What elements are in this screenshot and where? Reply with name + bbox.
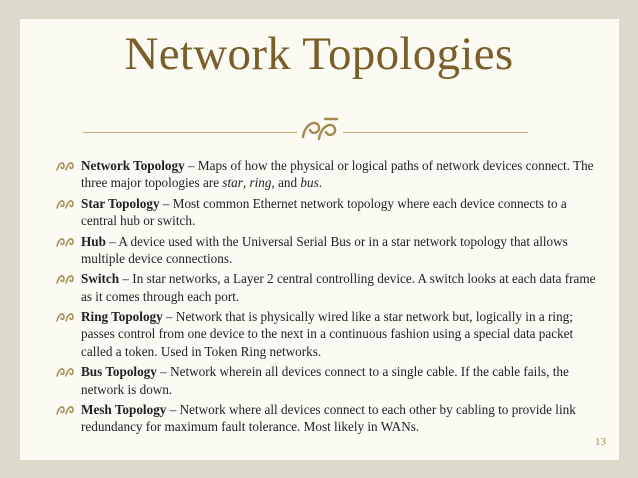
double-curl-bullet-icon	[56, 404, 76, 416]
double-curl-bullet-icon	[56, 160, 76, 172]
bullet-star-topology	[56, 195, 596, 230]
double-curl-bullet-icon	[56, 198, 76, 210]
bullet-text: – Network that is physically wired like a star network but, logically in a ring; passes control from one device to the next in a continuous fashion using a special data packet called a token. Used in Token Ring networks.	[81, 309, 574, 359]
bullet-term: Ring Topology	[81, 309, 163, 325]
bullet-text: – A device used with the Universal Serial Bus or in a star network topology that allows multiple device connections.	[81, 233, 568, 266]
separator: , and	[271, 175, 301, 191]
curl-ornament-icon	[297, 115, 343, 143]
double-curl-bullet-icon	[56, 236, 76, 248]
bullet-text: – Network wherein all devices connect to a single cable. If the cable fails, the network is down.	[81, 364, 569, 397]
double-curl-bullet-icon	[56, 366, 76, 378]
bullet-term: Hub	[81, 233, 106, 249]
bullet-term: Star Topology	[81, 195, 160, 211]
bullet-switch	[56, 270, 596, 305]
bullet-ring-topology	[56, 308, 596, 360]
topology-bus: bus	[300, 175, 319, 191]
title-rule-left	[83, 132, 297, 133]
bullet-network-topology	[56, 157, 596, 192]
bullet-term: Mesh Topology	[81, 401, 167, 417]
bullet-mesh-topology	[56, 401, 596, 436]
bullet-bus-topology	[56, 363, 596, 398]
page-number: 13	[595, 436, 606, 448]
title-rule-right	[343, 132, 528, 133]
sentence-end: .	[318, 175, 323, 191]
bullet-text: – In star networks, a Layer 2 central controlling device. A switch looks at each data frame as it comes through each port.	[81, 271, 596, 304]
topology-star: star	[222, 175, 243, 191]
bullet-term: Switch	[81, 271, 120, 287]
bullet-hub	[56, 233, 596, 268]
double-curl-bullet-icon	[56, 311, 76, 323]
bullet-term: Bus Topology	[81, 364, 157, 380]
double-curl-bullet-icon	[56, 273, 76, 285]
separator: ,	[242, 175, 250, 191]
topology-ring: ring	[249, 175, 272, 191]
bullet-list	[56, 157, 596, 439]
bullet-text: – Most common Ethernet network topology where each device connects to a central hub or switch.	[81, 195, 567, 229]
bullet-text: – Maps of how the physical or logical paths of network devices connect. The three major topologies are	[81, 158, 594, 191]
bullet-term: Network Topology	[81, 158, 185, 173]
bullet-text: – Network where all devices connect to each other by cabling to provide link redundancy for maximum fault tolerance. Most likely in WANs.	[81, 401, 576, 435]
slide-title: Network Topologies	[124, 28, 514, 80]
